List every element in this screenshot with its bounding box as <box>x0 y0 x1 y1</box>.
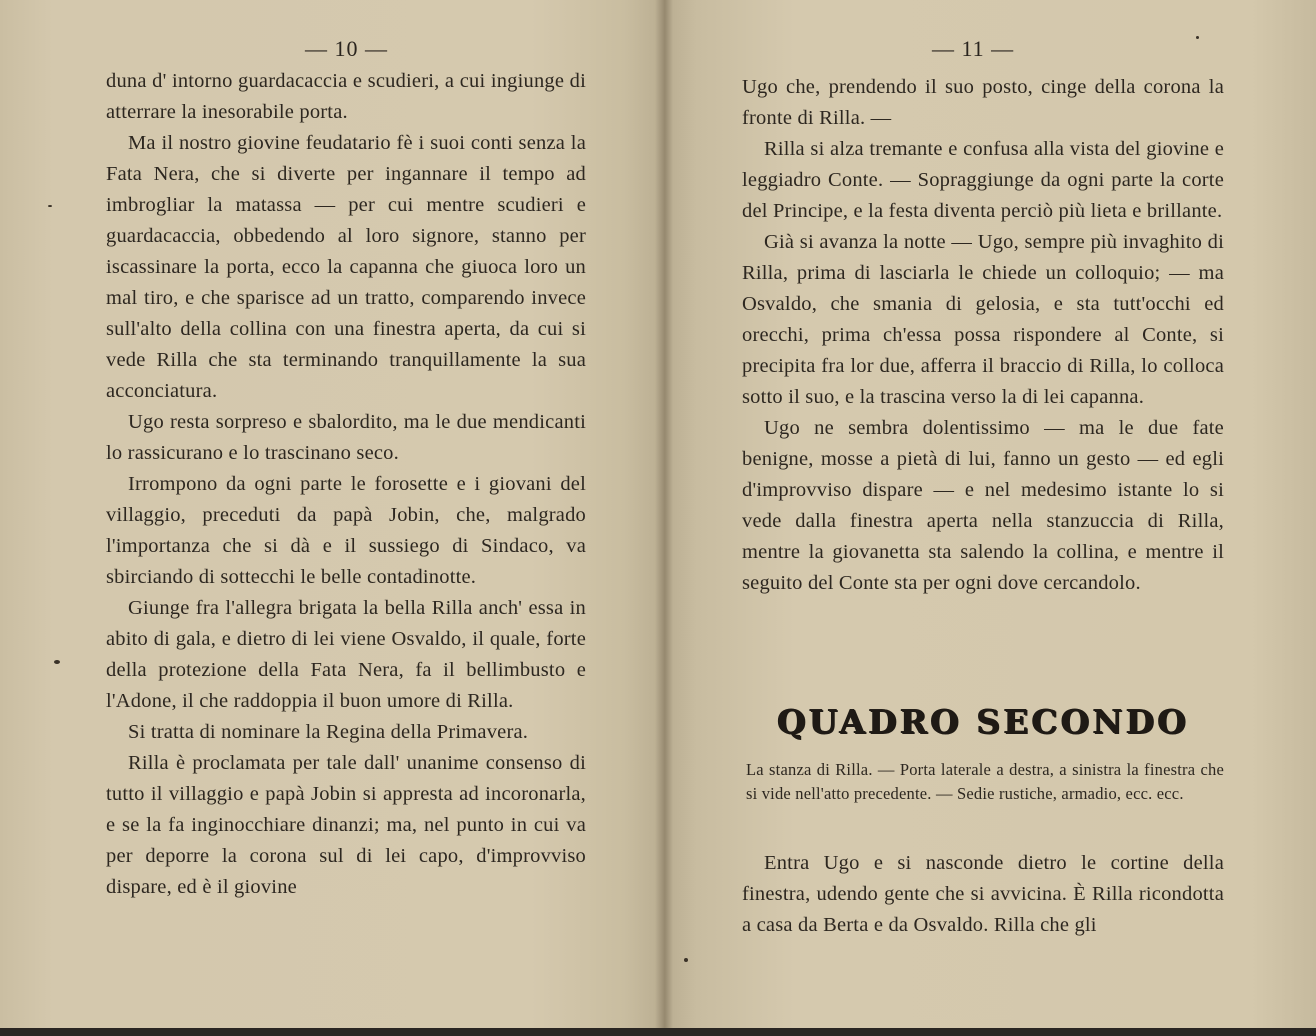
paragraph: Irrompono da ogni parte le forosette e i giovani del villaggio, preceduti da papà Jobin, che, malgrado l'importanza che si dà e il sussiego di Sindaco, va sbirciando di sottecchi le belle contadinotte. <box>106 473 586 588</box>
paragraph: Rilla è proclamata per tale dall' unanime consenso di tutto il villaggio e papà Jobin si appresta ad incoronarla, e se la fa inginocchiare dinanzi; ma, nel punto in cui va per deporre la corona sul di lei capo, d'improvviso dispare, ed è il giovine <box>106 752 586 898</box>
paper-speck <box>54 660 60 664</box>
paragraph: Giunge fra l'allegra brigata la bella Rilla anch' essa in abito di gala, e dietro di lei viene Osvaldo, il quale, forte della protezione della Fata Nera, fa il bellimbusto e l'Adone, il che raddoppia il buon umore di Rilla. <box>106 597 586 712</box>
right-page-body <box>742 72 1224 599</box>
paper-speck <box>684 958 688 962</box>
paragraph: Ma il nostro giovine feudatario fè i suoi conti senza la Fata Nera, che si diverte per ingannare il tempo ad imbrogliar la matassa — per cui mentre scudieri e guardacaccia, obbedendo al loro signore, stanno per iscassinare la porta, ecco la capanna che giuoca loro un mal tiro, e che sparisce ad un tratto, comparendo invece sull'alto della collina con una finestra aperta, da cui si vede Rilla che sta terminando tranquillamente la sua acconciatura. <box>106 132 586 402</box>
paper-speck <box>1196 36 1199 39</box>
page-number: — 10 — <box>305 36 388 61</box>
paragraph: duna d' intorno guardacaccia e scudieri, a cui ingiunge di atterrare la inesorabile porta. <box>106 70 586 123</box>
stage-direction: La stanza di Rilla. — Porta laterale a destra, a sinistra la finestra che si vide nell'atto precedente. — Sedie rustiche, armadio, ecc. ecc. <box>746 760 1224 803</box>
page-bottom-edge <box>0 1028 1316 1036</box>
paragraph: Rilla si alza tremante e confusa alla vista del giovine e leggiadro Conte. — Sopraggiunge da ogni parte la corte del Principe, e la festa diventa perciò più lieta e brillante. <box>742 138 1224 222</box>
page-number: — 11 — <box>932 36 1015 61</box>
section-heading: QUADRO SECONDO <box>777 702 1189 741</box>
paragraph: Si tratta di nominare la Regina della Primavera. <box>128 721 529 743</box>
right-page-closing <box>742 848 1224 941</box>
paper-speck <box>48 205 52 207</box>
paragraph: Entra Ugo e si nasconde dietro le cortine della finestra, udendo gente che si avvicina. È Rilla ricondotta a casa da Berta e da Osvaldo. Rilla che gli <box>742 852 1224 936</box>
paragraph: Già si avanza la notte — Ugo, sempre più invaghito di Rilla, prima di lasciarla le chiede un colloquio; — ma Osvaldo, che smania di gelosia, e sta tutt'occhi ed orecchi, prima ch'essa possa rispondere al Conte, si precipita fra lor due, afferra il braccio di Rilla, lo colloca sotto il suo, e la trascina verso la di lei capanna. <box>742 231 1224 408</box>
paragraph: Ugo resta sorpreso e sbalordito, ma le due mendicanti lo rassicurano e lo trascinano seco. <box>106 411 586 464</box>
left-page-body <box>106 66 586 903</box>
paragraph: Ugo che, prendendo il suo posto, cinge della corona la fronte di Rilla. — <box>742 76 1224 129</box>
right-page <box>664 0 1316 1036</box>
paragraph: Ugo ne sembra dolentissimo — ma le due fate benigne, mosse a pietà di lui, fanno un gesto — ed egli d'improvviso dispare — e nel medesimo istante lo si vede dalla finestra aperta nella stanzuccia di Rilla, mentre la giovanetta sta salendo la collina, e mentre il seguito del Conte sta per ogni dove cercandolo. <box>742 417 1224 594</box>
